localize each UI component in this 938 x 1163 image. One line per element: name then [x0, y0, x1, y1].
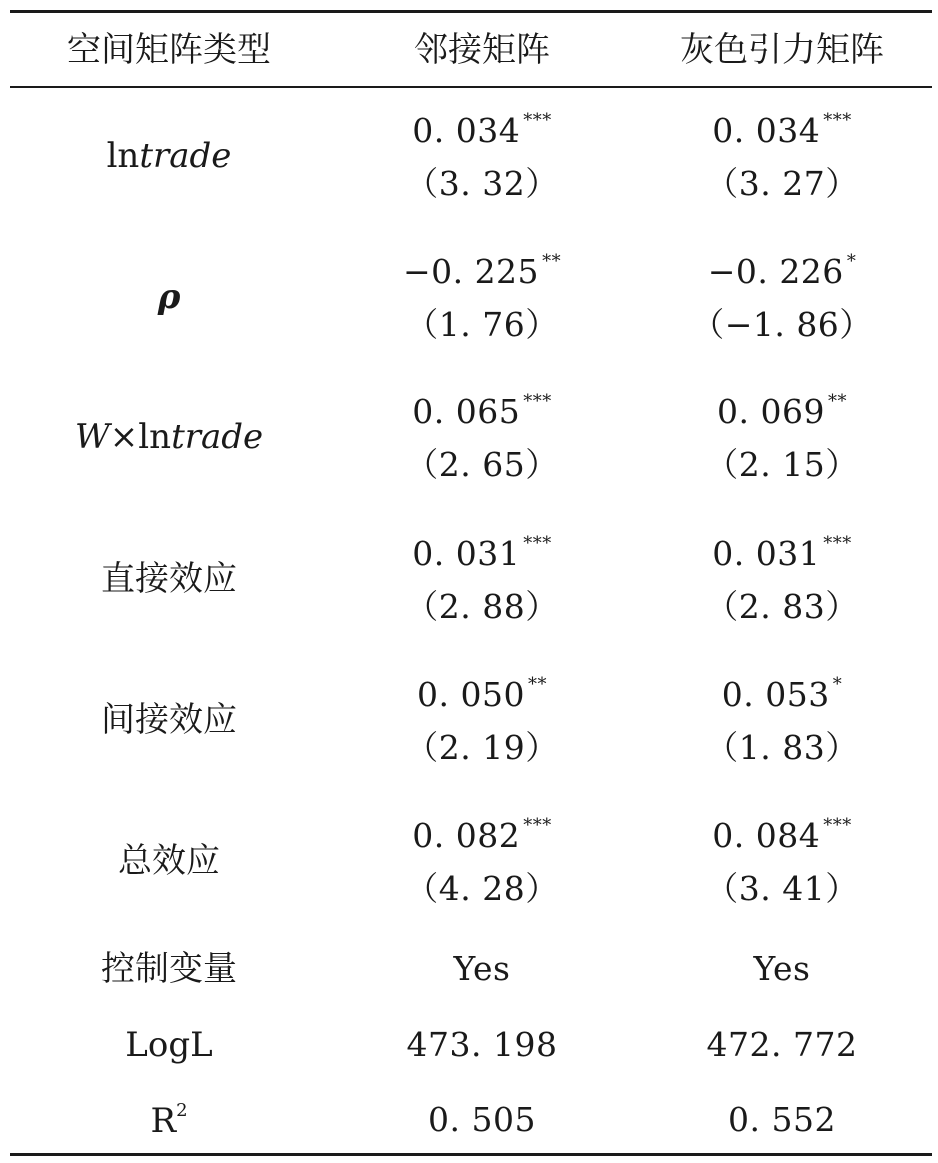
significance-stars: ***	[523, 815, 552, 836]
grey-gravity-cell	[632, 533, 932, 626]
t-statistic: （2. 88）	[405, 587, 559, 626]
t-statistic: （−1. 86）	[691, 305, 873, 344]
header-grey-gravity-matrix: 灰色引力矩阵	[680, 29, 884, 70]
coefficient: −0. 226	[707, 252, 844, 291]
table-row-logl	[6, 1025, 932, 1065]
row-label	[6, 700, 332, 740]
adjacency-cell	[332, 251, 632, 344]
grey-gravity-cell	[632, 1100, 932, 1139]
regression-table	[6, 0, 932, 1163]
coefficient: 0. 031	[412, 534, 521, 573]
t-statistic: （2. 19）	[405, 728, 559, 767]
t-statistic: （2. 65）	[405, 445, 559, 484]
grey-gravity-cell	[632, 949, 932, 988]
cell-value: 473. 198	[406, 1025, 558, 1064]
coefficient: 0. 082	[412, 816, 521, 855]
table-row-lntrade	[6, 110, 932, 203]
grey-gravity-cell	[632, 391, 932, 484]
t-statistic: （1. 76）	[405, 305, 559, 344]
row-label-prefix: ln	[106, 136, 140, 176]
table-header-row	[6, 13, 932, 86]
row-label	[6, 1025, 332, 1065]
grey-gravity-cell	[632, 110, 932, 203]
row-label	[6, 1100, 332, 1141]
table-row-controls	[6, 949, 932, 989]
adjacency-cell	[332, 110, 632, 203]
row-label-text: 直接效应	[101, 559, 237, 599]
cell-value: Yes	[753, 949, 811, 988]
coefficient: 0. 084	[712, 816, 821, 855]
cell-value: 0. 552	[728, 1100, 836, 1139]
row-label-superscript: 2	[176, 1100, 188, 1121]
coefficient: 0. 069	[717, 392, 825, 431]
row-label	[6, 417, 332, 457]
significance-stars: ***	[823, 110, 852, 131]
row-label-w: W	[74, 417, 110, 457]
adjacency-cell	[332, 391, 632, 484]
grey-gravity-cell	[632, 674, 932, 767]
adjacency-cell	[332, 533, 632, 626]
coefficient: 0. 034	[712, 111, 821, 150]
significance-stars: *	[832, 674, 843, 695]
row-label-prefix: ×ln	[109, 417, 172, 457]
row-label-italic: trade	[171, 417, 264, 457]
row-label	[6, 949, 332, 989]
grey-gravity-cell	[632, 815, 932, 908]
header-matrix-type: 空间矩阵类型	[67, 29, 271, 70]
t-statistic: （4. 28）	[405, 869, 559, 908]
row-label-text: LogL	[125, 1025, 213, 1065]
row-label	[6, 277, 332, 317]
t-statistic: （3. 27）	[705, 164, 859, 203]
row-label-text: 间接效应	[101, 700, 237, 740]
row-label	[6, 559, 332, 599]
coefficient: −0. 225	[402, 252, 540, 291]
t-statistic: （2. 83）	[705, 587, 859, 626]
grey-gravity-cell	[632, 1025, 932, 1064]
coefficient: 0. 053	[721, 675, 830, 714]
significance-stars: ***	[823, 533, 852, 554]
table-row-rho	[6, 251, 932, 344]
significance-stars: ***	[823, 815, 852, 836]
coefficient: 0. 034	[412, 111, 521, 150]
bottom-rule	[10, 1153, 932, 1156]
table-row-indirect-effect	[6, 674, 932, 767]
significance-stars: ***	[523, 391, 552, 412]
significance-stars: **	[827, 391, 847, 412]
coefficient: 0. 065	[412, 392, 521, 431]
coefficient: 0. 031	[712, 534, 821, 573]
row-label-base: R	[150, 1101, 177, 1141]
table-row-r-squared	[6, 1100, 932, 1141]
adjacency-cell	[332, 949, 632, 988]
row-label	[6, 136, 332, 176]
header-adjacency-matrix: 邻接矩阵	[414, 29, 550, 70]
row-label	[6, 841, 332, 881]
header-rule	[10, 86, 932, 88]
adjacency-cell	[332, 1100, 632, 1139]
row-label-italic: trade	[139, 136, 232, 176]
adjacency-cell	[332, 674, 632, 767]
cell-value: Yes	[453, 949, 511, 988]
t-statistic: （1. 83）	[705, 728, 859, 767]
significance-stars: **	[527, 674, 547, 695]
t-statistic: （3. 32）	[405, 164, 559, 203]
table-row-w-lntrade	[6, 391, 932, 484]
t-statistic: （2. 15）	[705, 445, 859, 484]
row-label-text: 控制变量	[101, 949, 237, 989]
row-label-text: 总效应	[118, 841, 220, 881]
grey-gravity-cell	[632, 251, 932, 344]
row-label-italic: ρ	[157, 277, 181, 317]
coefficient: 0. 050	[417, 675, 525, 714]
significance-stars: ***	[523, 533, 552, 554]
table-row-direct-effect	[6, 533, 932, 626]
cell-value: 0. 505	[428, 1100, 536, 1139]
table-row-total-effect	[6, 815, 932, 908]
adjacency-cell	[332, 815, 632, 908]
significance-stars: *	[846, 251, 857, 272]
t-statistic: （3. 41）	[705, 869, 859, 908]
adjacency-cell	[332, 1025, 632, 1064]
significance-stars: **	[542, 251, 562, 272]
cell-value: 472. 772	[706, 1025, 858, 1064]
significance-stars: ***	[523, 110, 552, 131]
